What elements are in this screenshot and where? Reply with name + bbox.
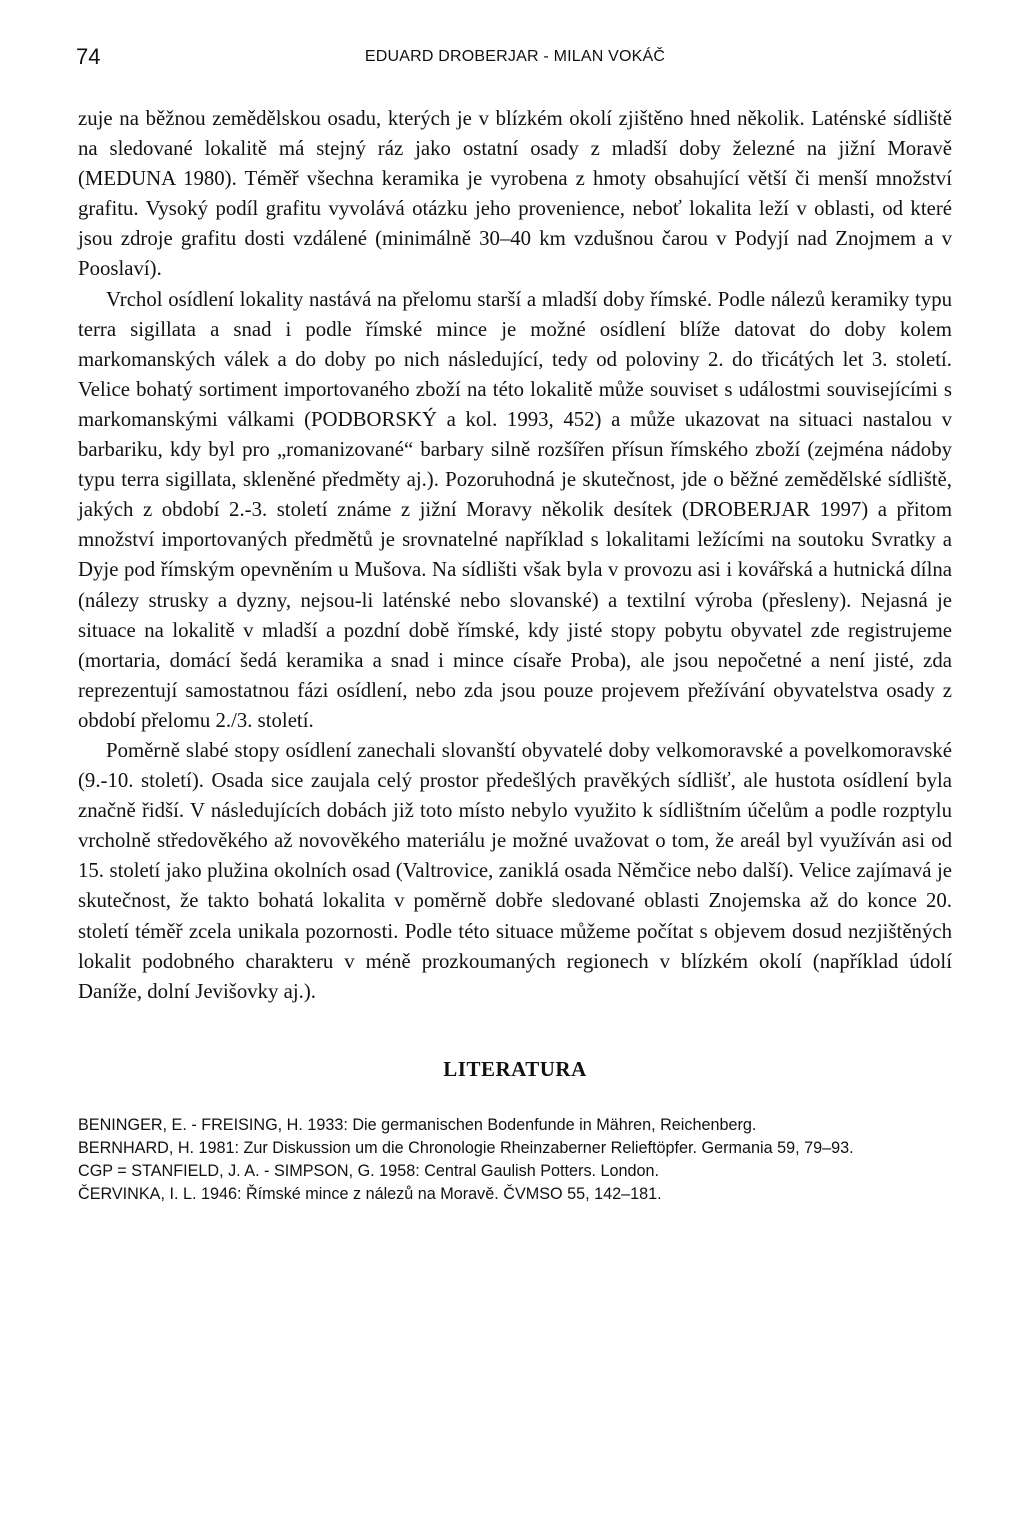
paragraph-slavic-traces: Poměrně slabé stopy osídlení zanechali slovanští obyvatelé doby velkomoravské a povelkomoravské (9.-10. století). Osada sice zaujala celý prostor předešlých pravěkých sídlišť, ale hustota osídlení byla značně řidší. V následujících dobách již toto místo nebylo využito k sídlištním účelům a podle rozptylu vrcholně středověkého až novověkého materiálu je možné uvažovat o tom, že areál byl využíván asi od 15. století jako plužina okolních osad (Valtrovice, zaniklá osada Němčice nebo další). Velice zajímavá je skutečnost, že takto bohatá lokalita v poměrně dobře sledované oblasti Znojemska až do konce 20. století téměř zcela unikala pozornosti. Podle této situace můžeme počítat s objevem dosud nezjištěných lokalit podobného charakteru v méně prozkoumaných regionech v blízkém okolí (například údolí Daníže, dolní Jevišovky aj.).: [78, 738, 952, 1003]
reference-entry: BERNHARD, H. 1981: Zur Diskussion um die Chronologie Rheinzaberner Relieftöpfer. Germania 59, 79–93.: [78, 1138, 854, 1157]
page-number: 74: [76, 44, 101, 69]
paragraph-settlement-peak: Vrchol osídlení lokality nastává na přelomu starší a mladší doby římské. Podle nálezů keramiky typu terra sigillata a snad i podle římské mince je možné osídlení blíže datovat do doby kolem markomanských válek a do doby po nich následující, tedy od poloviny 2. do třicátých let 3. století. Velice bohatý sortiment importovaného zboží na této lokalitě může souviset s událostmi souvisejícími s markomanskými válkami (PODBORSKÝ a kol. 1993, 452) a může ukazovat na situaci nastalou v barbariku, kdy byl pro „romanizované“ barbary silně rozšířen přísun římského zboží (zejména nádoby typu terra sigillata, skleněné předměty aj.). Pozoruhodná je skutečnost, jde o běžné zemědělské sídliště, jakých z období 2.-3. století známe z jižní Moravy několik desítek (DROBERJAR 1997) a přitom množství importovaných předmětů je srovnatelné například s lokalitami ležícími na soutoku Svratky a Dyje pod římským opevněním u Mušova. Na sídlišti však byla v provozu asi i kovářská a hutnická dílna (nálezy strusky a dyzny, nejsou-li laténské nebo slovanské) a textilní výroba (přesleny). Nejasná je situace na lokalitě v mladší a pozdní době římské, kdy jisté stopy pobytu obyvatel zde registrujeme (mortaria, domácí šedá keramika a snad i mince císaře Proba), ale jsou nepočetné a není jisté, zda reprezentují samostatnou fázi osídlení, nebo zda jsou pouze projevem přežívání obyvatelstva osady z období přelomu 2./3. století.: [78, 287, 952, 732]
reference-entry: ČERVINKA, I. L. 1946: Římské mince z nálezů na Moravě. ČVMSO 55, 142–181.: [78, 1184, 662, 1203]
document-page: [78, 28, 952, 1206]
literature-heading: LITERATURA: [443, 1056, 587, 1081]
reference-list: [78, 1114, 952, 1206]
running-header: [78, 28, 952, 72]
paragraph-continued: zuje na běžnou zemědělskou osadu, kterých je v blízkém okolí zjištěno hned několik. Laténské sídliště na sledované lokalitě má stejný ráz jako ostatní osady z mladší doby železné na jižní Moravě (MEDUNA 1980). Téměř všechna keramika je vyrobena z hmoty obsahující větší či menší množství grafitu. Vysoký podíl grafitu vyvolává otázku jeho provenience, neboť lokalita leží v oblasti, od které jsou zdroje grafitu dosti vzdálené (minimálně 30–40 km vzdušnou čarou v Podyjí nad Znojmem a v Pooslaví).: [78, 107, 952, 281]
body-text: [78, 104, 952, 1007]
header-authors: EDUARD DROBERJAR - MILAN VOKÁČ: [364, 48, 666, 65]
reference-entry: BENINGER, E. - FREISING, H. 1933: Die germanischen Bodenfunde in Mähren, Reichenberg.: [78, 1115, 757, 1134]
reference-entry: CGP = STANFIELD, J. A. - SIMPSON, G. 1958: Central Gaulish Potters. London.: [78, 1161, 660, 1180]
